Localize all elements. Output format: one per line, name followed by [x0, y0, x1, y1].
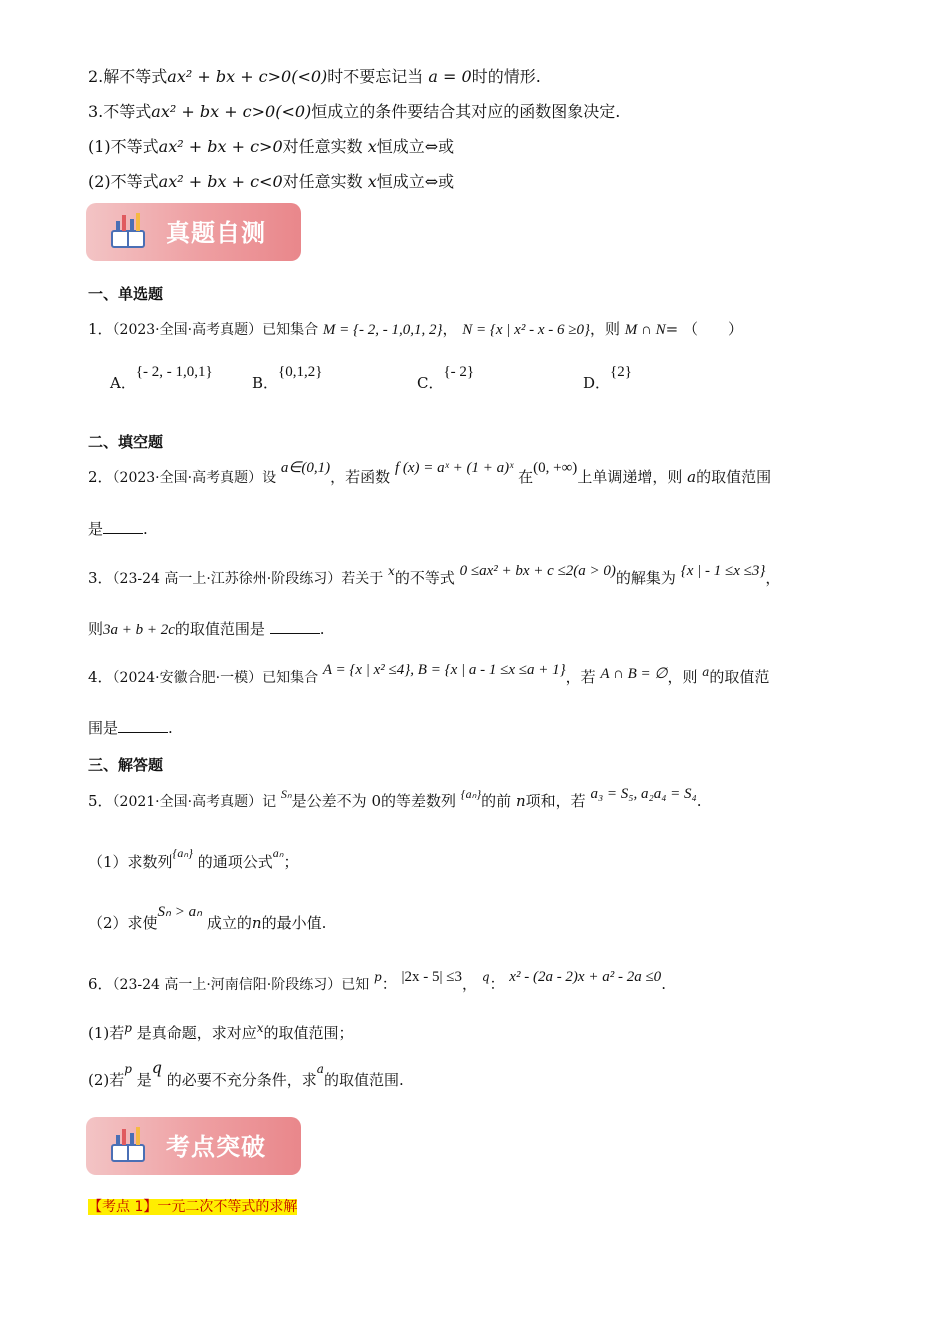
option-c[interactable]: C．{- 2}: [417, 364, 475, 392]
question-6: 6．（23-24 高一上·河南信阳·阶段练习）已知 $^p$： |2x - 5| ≤3， $^q$： x² - (2a - 2)x + a² - 2a ≤0.: [88, 969, 666, 993]
question-5: 5．（2021·全国·高考真题）记 $^{S_n}$是公差不为 0的等差数列 $^{\{a_n\}}$的前 n项和，若 a₃ = S₅, a₂a₄ = S₄.: [88, 786, 702, 810]
banner-title: 真题自测: [166, 219, 266, 247]
option-a[interactable]: A．{- 2, - 1,0,1}: [110, 364, 213, 392]
tip-3-1: (1)不等式ax² + bx + c>0对任意实数 x恒成立⇔或: [88, 137, 455, 156]
option-d[interactable]: D．{2}: [583, 364, 632, 392]
section-single-choice: 一、单选题: [88, 285, 164, 303]
option-b[interactable]: B．{0,1,2}: [252, 364, 323, 392]
answer-blank[interactable]: [118, 718, 168, 733]
question-5-part-1: （1）求数列$^{\{a_n\}}$ 的通项公式$^{a_n}$；: [88, 846, 299, 871]
section-banner-kaodian: [86, 1117, 301, 1175]
question-6-part-1: (1)若$^p$ 是真命题，求对应$^x$的取值范围；: [88, 1021, 354, 1042]
answer-blank[interactable]: [270, 619, 320, 634]
answer-blank[interactable]: [103, 519, 143, 534]
book-chart-icon: [108, 1125, 148, 1165]
tip-3-2: (2)不等式ax² + bx + c<0对任意实数 x恒成立⇔或: [88, 172, 455, 191]
question-3-line2: 则3a + b + 2c的取值范围是 .: [88, 620, 325, 638]
question-6-part-2: (2)若$^p$ 是q 的必要不充分条件，求$^a$的取值范围.: [88, 1058, 404, 1089]
question-2-line2: 是 .: [88, 520, 148, 538]
question-1: 1．（2023·全国·高考真题）已知集合 M = {- 2, - 1,0,1, 2}， N = {x | x² - x - 6 ≥0}，则 M ∩ N= （ ）: [88, 320, 743, 338]
question-4-line2: 围是 .: [88, 719, 173, 737]
tip-2: 2.解不等式ax² + bx + c>0(<0)时不要忘记当 a = 0时的情形.: [88, 67, 541, 86]
section-fill-blank: 二、填空题: [88, 433, 164, 451]
question-3: 3．（23-24 高一上·江苏徐州·阶段练习）若关于 $^x$的不等式 0 ≤ax² + bx + c ≤2(a > 0)的解集为 {x | - 1 ≤x ≤3}，: [88, 563, 781, 587]
banner-title: 考点突破: [166, 1133, 266, 1161]
kaodian-1-label: 【考点 1】一元二次不等式的求解: [88, 1199, 298, 1215]
section-banner-zhenti: [86, 203, 301, 261]
question-2: 2．（2023·全国·高考真题）设 a∈(0,1)，若函数 f (x) = aˣ + (1 + a)ˣ 在(0, +∞)上单调递增，则 a的取值范围: [88, 460, 772, 486]
book-chart-icon: [108, 211, 148, 251]
section-solution: 三、解答题: [88, 756, 164, 774]
tip-3: 3.不等式ax² + bx + c>0(<0)恒成立的条件要结合其对应的函数图象决定.: [88, 102, 621, 121]
question-5-part-2: （2）求使Sₙ > aₙ 成立的n的最小值.: [88, 904, 327, 932]
question-4: 4．（2024·安徽合肥·一模）已知集合 A = {x | x² ≤4}, B = {x | a - 1 ≤x ≤a + 1}，若 A ∩ B = ∅，则 $^a$的取值范: [88, 662, 770, 686]
